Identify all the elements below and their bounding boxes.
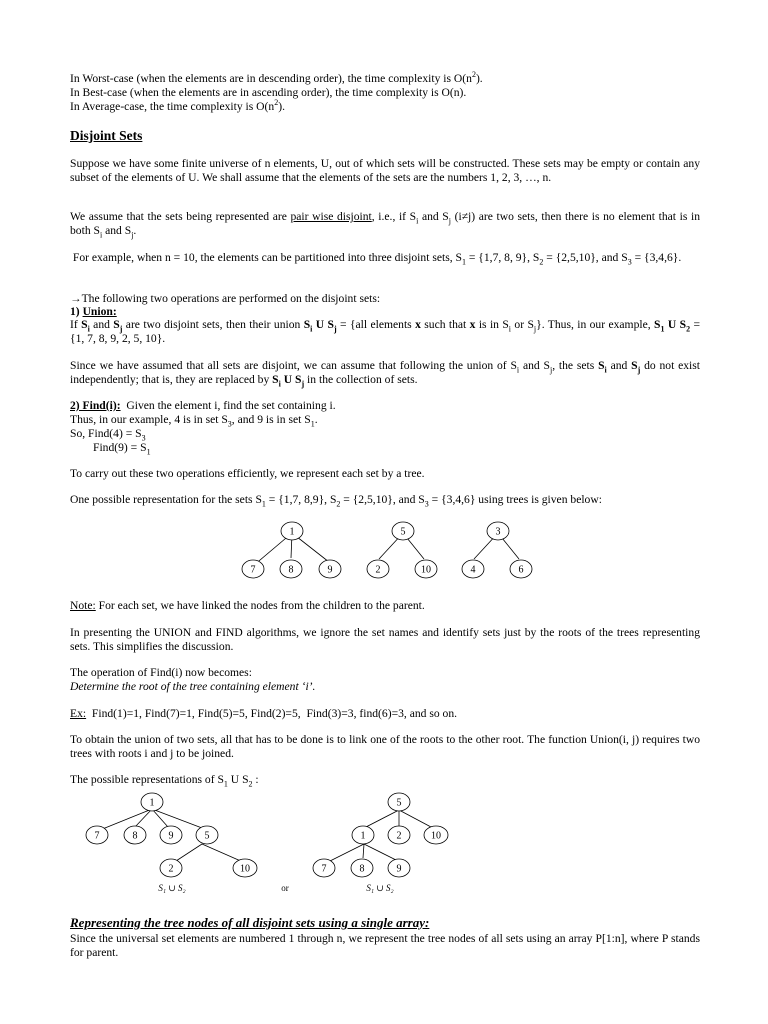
find-example-line: Thus, in our example, 4 is in set $S_3$, and 9 is in set $S_1$. (70, 413, 318, 429)
union-b-root: 5 (396, 797, 402, 809)
operations-intro: →The following two operations are performed on the disjoint sets: (70, 292, 381, 305)
presenting-paragraph: In presenting the UNION and FIND algorithms, we ignore the set names and identify sets just by the roots of the trees representing sets. This simplifies the discussion. (70, 626, 703, 653)
tree2-root: 5 (400, 526, 406, 538)
union-b-caption: S₁ ∪ S₂ (366, 883, 394, 893)
efficient-line: To carry out these two operations efficiently, we represent each set by a tree. (70, 467, 425, 480)
union-b-grandchild: 8 (359, 863, 365, 875)
tree3-child: 4 (470, 564, 476, 576)
find-definition: Determine the root of the tree containing element ‘i’. (70, 680, 316, 693)
find-9-line: Find(9) = $S_1$ (93, 441, 151, 457)
union-a-caption: S₁ ∪ S₂ (158, 883, 186, 893)
find-heading-line: 2) Find(i): Given the element i, find the set containing i. (70, 399, 336, 412)
find-4-line: So, Find(4) = $S_3$ (70, 427, 146, 443)
union-a-child: 9 (168, 830, 174, 842)
union-b-grandchild: 9 (396, 863, 402, 875)
note-line: Note: For each set, we have linked the nodes from the children to the parent. (70, 599, 425, 612)
paragraph-example: For example, when n = 10, the elements can be partitioned into three disjoint sets, $S_1 = \{1,7$, 8, 9}, $S_2 = \{2,5,10\}$, and $S_3 = \{3,4,6\}$. (70, 251, 682, 267)
section-title: Disjoint Sets (70, 128, 143, 143)
union-obtain-paragraph: To obtain the union of two sets, all that has to be done is to link one of the roots to the other root. The function Union(i, j) requires two trees with roots i and j to be joined. (70, 733, 703, 760)
tree3-root: 3 (495, 526, 501, 538)
union-definition: If $S_i$ and $S_j$ are two disjoint sets, then their union $S_i$ U $S_j = \{all$ elements x such that x is in $S_i$ or $S_j$}. Thus, in our example, $S_1$ U $S_2 = \{1$, 7, 8, 9, 2, 5, 10}. (70, 318, 703, 345)
union-a-root: 1 (149, 797, 155, 809)
union-a-child: 7 (94, 830, 100, 842)
example-line: Ex: Find(1)=1, Find(7)=1, Find(5)=5, Find(2)=5, Find(3)=3, find(6)=3, and so on. (70, 707, 458, 720)
union-a-grandchild: 10 (240, 863, 250, 875)
tree1-child: 7 (250, 564, 256, 576)
paragraph-pairwise: We assume that the sets being represented are pair wise disjoint, i.e., if $S_i$ and $S_j$ (i≠j) are two sets, then there is no element that is in both $S_i$ and $S_j$. (70, 210, 703, 240)
union-a-child: 8 (132, 830, 138, 842)
union-a-grandchild: 2 (168, 863, 174, 875)
average-case-line: In Average-case, the time complexity is $O(n^2)$. (70, 98, 285, 113)
union-explanation: Since we have assumed that all sets are disjoint, we can assume that following the union of $S_i$ and $S_j$, the sets $S_i$ and $S_j$ do not exist independently; that is, they are replaced by $S_i$ U $S_j$ in the collection of sets. (70, 359, 703, 389)
tree1-root: 1 (289, 526, 295, 538)
find-becomes-line: The operation of Find(i) now becomes: (70, 666, 252, 679)
union-b-child: 2 (396, 830, 402, 842)
union-heading: 1) Union: (70, 305, 117, 318)
tree3-child: 6 (518, 564, 524, 576)
union-a-child: 5 (204, 830, 210, 842)
paragraph-universe: Suppose we have some finite universe of n elements, U, out of which sets will be constructed. These sets may be empty or contain any subset of the elements of U. We shall assume that the elements of the sets are the numbers 1, 2, 3, …, n. (70, 157, 703, 184)
best-case-line: In Best-case (when the elements are in ascending order), the time complexity is O(n). (70, 86, 467, 99)
array-heading: Representing the tree nodes of all disjoint sets using a single array: (70, 915, 430, 930)
tree2-child: 2 (375, 564, 381, 576)
possible-representations-line: The possible representations of $S_1$ U $S_2$ : (70, 773, 259, 789)
disjoint-set-trees (232, 518, 572, 586)
union-b-child: 1 (360, 830, 366, 842)
worst-case-line: In Worst-case (when the elements are in descending order), the time complexity is $O(n^2)$. (70, 70, 483, 85)
union-b-grandchild: 7 (321, 863, 327, 875)
union-b-child: 10 (431, 830, 441, 842)
array-paragraph: Since the universal set elements are numbered 1 through n, we represent the tree nodes of all sets using an array P[1:n], where P stands for parent. (70, 932, 703, 959)
tree1-child: 8 (288, 564, 294, 576)
or-label: or (281, 883, 289, 893)
representation-line: One possible representation for the sets $S_1 = \{1,7$, 8,9}, $S_2 = \{2,5,10\}$, and $S_3 = \{3,4,6\}$ using trees is given below: (70, 493, 602, 509)
tree2-child: 10 (421, 564, 431, 576)
union-trees (80, 790, 480, 900)
tree1-child: 9 (327, 564, 333, 576)
